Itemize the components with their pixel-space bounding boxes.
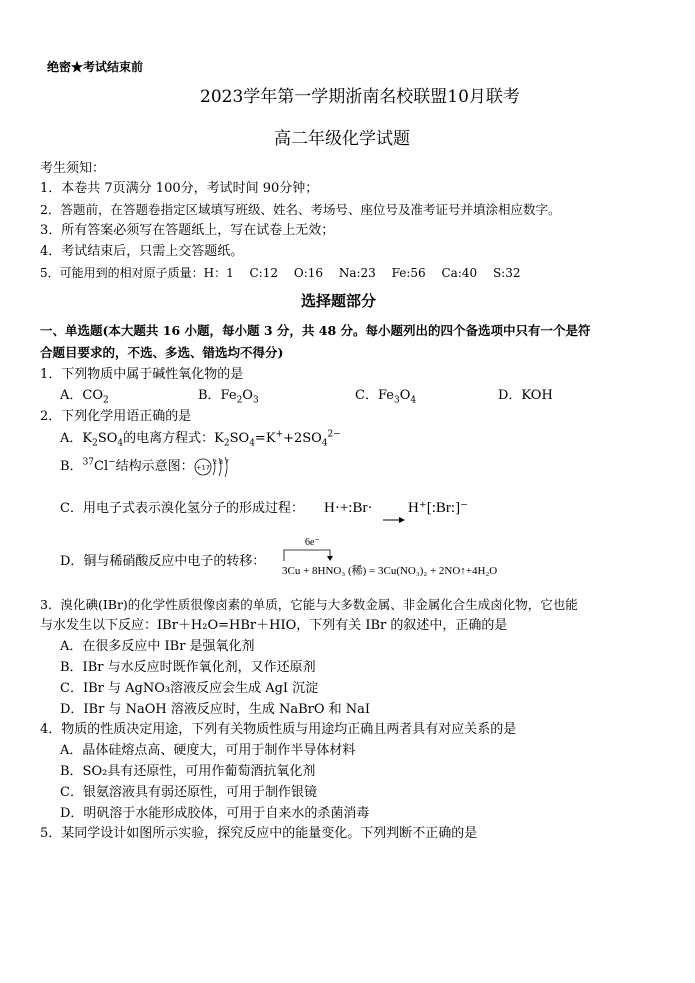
- copper-nitric-equation: 3Cu + 8HNO₃ (稀) = 3Cu(NO₃)₂ + 2NO↑+4H₂O: [282, 565, 498, 577]
- q2-option-a: A．$K_2SO_4$的电离方程式：$K_2SO_4=K^++2SO_4^{2-}$: [60, 429, 341, 449]
- section-instruction-2: 合题目要求的，不选、多选、错选均不得分): [40, 345, 284, 360]
- q4-option-c: C．银氨溶液具有弱还原性，可用于制作银镜: [60, 785, 317, 800]
- q1-option-d: D．KOH: [498, 388, 553, 403]
- confidential-label: 绝密★考试结束前: [47, 60, 144, 74]
- q3-stem-line2: 与水发生以下反应：IBr＋H₂O=HBr＋HIO，下列有关 IBr 的叙述中，正确的是: [40, 618, 508, 633]
- q4-option-a: A．晶体硅熔点高、硬度大，可用于制作半导体材料: [60, 743, 356, 758]
- notice-heading: 考生须知：: [40, 161, 106, 176]
- q3-option-b: B．IBr 与水反应时既作氧化剂，又作还原剂: [60, 660, 316, 675]
- notice-item-1: 1．本卷共 7页满分 100分，考试时间 90分钟；: [40, 181, 319, 196]
- shell-3-electrons: 7: [225, 459, 229, 466]
- q1-option-a: A．$CO_2$: [60, 388, 109, 406]
- reaction-arrow: [383, 508, 405, 514]
- notice-item-3: 3．所有答案必须写在答题纸上，写在试卷上无效；: [40, 223, 335, 238]
- shell-1-electrons: 2: [213, 459, 217, 466]
- shell-2-electrons: 8: [219, 459, 223, 466]
- q4-stem: 4．物质的性质决定用途，下列有关物质性质与用途均正确且两者具有对应关系的是: [40, 722, 517, 737]
- notice-item-5: 5．可能用到的相对原子质量：H：1 C:12 O:16 Na:23 Fe:56 Ca:40 S:32: [40, 266, 521, 280]
- exam-title: 2023学年第一学期浙南名校联盟10月联考: [200, 87, 520, 107]
- q3-option-a: A．在很多反应中 IBr 是强氧化剂: [60, 639, 255, 654]
- hbr-formation-left: H·+:Br·: [324, 500, 373, 516]
- notice-item-2: 2．答题前，在答题卷指定区域填写班级、姓名、考场号、座位号及准考证号并填涂相应数字。: [40, 202, 561, 217]
- section-instruction-1: 一、单选题(本大题共 16 小题，每小题 3 分，共 48 分。每小题列出的四个备选项中只有一个是符: [40, 323, 591, 338]
- q4-option-b: B．SO₂具有还原性，可用作葡萄酒抗氧化剂: [60, 764, 316, 779]
- hbr-formation-right: H⁺[:Br:]⁻: [408, 500, 468, 516]
- chlorine-ion-diagram: [193, 455, 233, 479]
- q3-option-d: D．IBr 与 NaOH 溶液反应时，生成 NaBrO 和 NaI: [60, 702, 371, 717]
- q2-option-b: B．$^{37}$Cl−结构示意图：: [60, 457, 194, 474]
- q2-stem: 2．下列化学用语正确的是: [40, 409, 192, 424]
- section-title: 选择题部分: [301, 292, 377, 310]
- q2-option-c: C．用电子式表示溴化氢分子的形成过程：: [60, 501, 304, 516]
- q3-stem-line1: 3．溴化碘(IBr)的化学性质很像卤素的单质，它能与大多数金属、非金属化合生成卤化物，它也能: [40, 597, 578, 612]
- nucleus-label: +17: [196, 463, 210, 472]
- q4-option-d: D．明矾溶于水能形成胶体，可用于自来水的杀菌消毒: [60, 806, 370, 821]
- notice-item-4: 4．考试结束后，只需上交答题纸。: [40, 244, 244, 259]
- q1-stem: 1．下列物质中属于碱性氧化物的是: [40, 367, 244, 382]
- q3-option-c: C．IBr 与 AgNO₃溶液反应会生成 AgI 沉淀: [60, 681, 319, 696]
- q2-option-d: D．铜与稀硝酸反应中电子的转移：: [60, 554, 266, 569]
- q1-option-b: B．$Fe_2O_3$: [198, 388, 259, 406]
- q1-option-c: C．$Fe_3O_4$: [355, 388, 417, 406]
- electron-count: 6e⁻: [305, 537, 320, 548]
- exam-subtitle: 高二年级化学试题: [274, 129, 410, 149]
- q5-stem: 5．某同学设计如图所示实验，探究反应中的能量变化。下列判断不正确的是: [40, 826, 478, 841]
